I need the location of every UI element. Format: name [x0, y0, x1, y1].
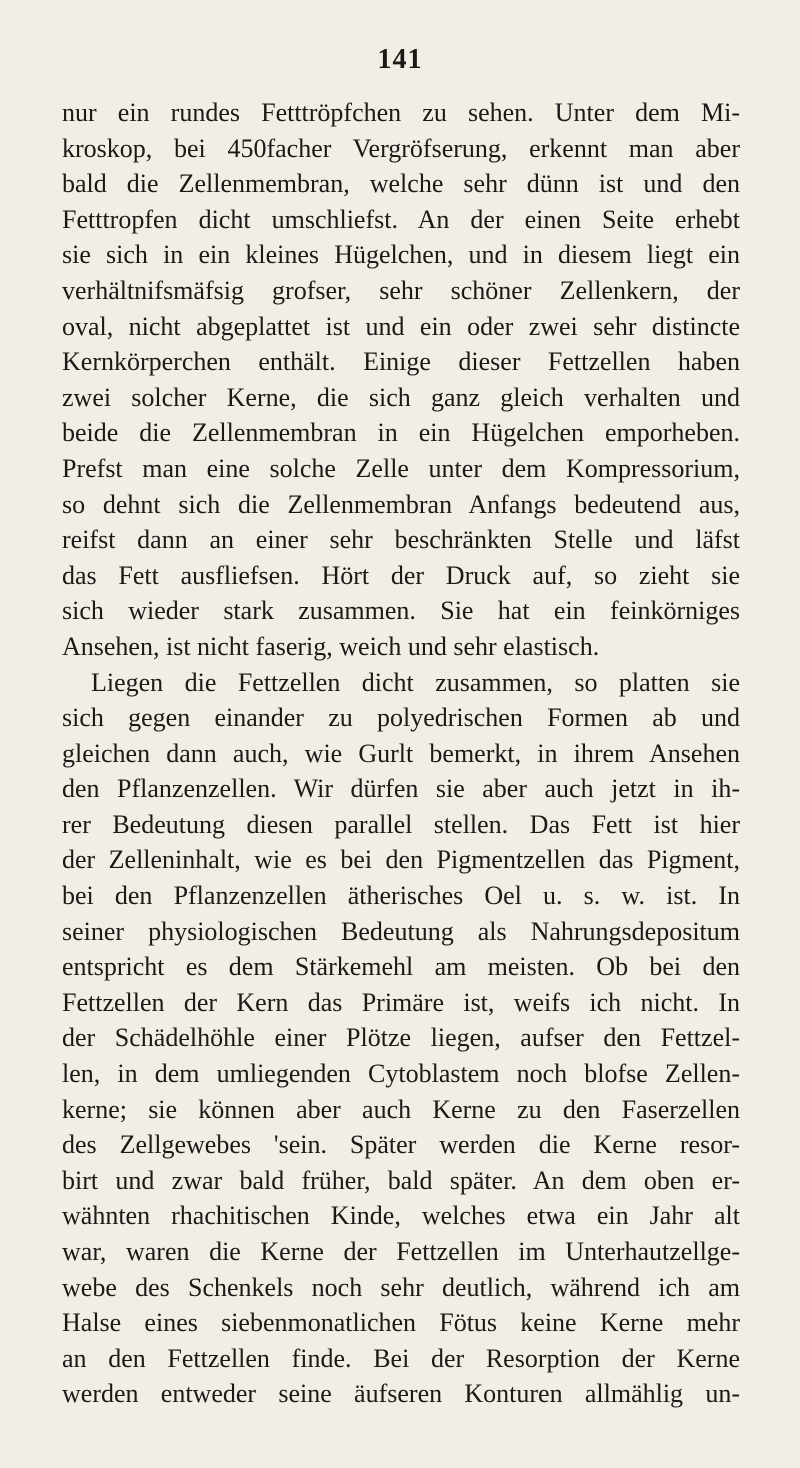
- text-line: birt und zwar bald früher, bald später. An dem oben er-: [62, 1165, 740, 1195]
- text-line: seiner physiologischen Bedeutung als Nahrungsdepositum: [62, 916, 740, 946]
- text-line: der Zelleninhalt, wie es bei den Pigmentzellen das Pigment,: [62, 845, 740, 875]
- body-text: [62, 95, 740, 1412]
- text-line: gleichen dann auch, wie Gurlt bemerkt, in ihrem Ansehen: [62, 738, 740, 768]
- text-line: bald die Zellenmembran, welche sehr dünn ist und den: [62, 169, 740, 199]
- text-line: len, in dem umliegenden Cytoblastem noch blofse Zellen-: [62, 1059, 740, 1089]
- text-line: zwei solcher Kerne, die sich ganz gleich verhalten und: [62, 382, 740, 412]
- text-line: an den Fettzellen finde. Bei der Resorption der Kerne: [62, 1343, 740, 1373]
- text-line: der Schädelhöhle einer Plötze liegen, aufser den Fettzel-: [62, 1023, 740, 1053]
- text-line: Ansehen, ist nicht faserig, weich und sehr elastisch.: [62, 631, 600, 661]
- text-line: des Zellgewebes 'sein. Später werden die Kerne resor-: [62, 1130, 740, 1160]
- text-line: reifst dann an einer sehr beschränkten Stelle und läfst: [62, 525, 740, 555]
- text-line: entspricht es dem Stärkemehl am meisten. Ob bei den: [62, 952, 740, 982]
- text-line: verhältnifsmäfsig grofser, sehr schöner Zellenkern, der: [62, 275, 740, 305]
- text-line: sie sich in ein kleines Hügelchen, und in diesem liegt ein: [62, 240, 740, 270]
- text-line: Halse eines siebenmonatlichen Fötus keine Kerne mehr: [62, 1308, 740, 1338]
- text-line: kerne; sie können aber auch Kerne zu den Faserzellen: [62, 1094, 740, 1124]
- text-line: Prefst man eine solche Zelle unter dem Kompressorium,: [62, 453, 740, 483]
- text-line: rer Bedeutung diesen parallel stellen. Das Fett ist hier: [62, 809, 740, 839]
- text-line: webe des Schenkels noch sehr deutlich, während ich am: [62, 1272, 740, 1302]
- text-line: sich wieder stark zusammen. Sie hat ein feinkörniges: [62, 596, 740, 626]
- text-line: den Pflanzenzellen. Wir dürfen sie aber auch jetzt in ih-: [62, 774, 740, 804]
- text-line: werden entweder seine äufseren Konturen allmählig un-: [62, 1379, 740, 1409]
- text-line: beide die Zellenmembran in ein Hügelchen emporheben.: [62, 418, 740, 448]
- text-line: Fetttropfen dicht umschliefst. An der einen Seite erhebt: [62, 204, 740, 234]
- text-line: nur ein rundes Fetttröpfchen zu sehen. Unter dem Mi-: [62, 98, 740, 127]
- text-line: oval, nicht abgeplattet ist und ein oder zwei sehr distincte: [62, 311, 740, 341]
- text-line: kroskop, bei 450facher Vergröfserung, erkennt man aber: [62, 133, 740, 163]
- text-line: bei den Pflanzenzellen ätherisches Oel u. s. w. ist. In: [62, 881, 740, 911]
- text-line: Kernkörperchen enthält. Einige dieser Fettzellen haben: [62, 347, 740, 377]
- text-line: so dehnt sich die Zellenmembran Anfangs bedeutend aus,: [62, 489, 740, 519]
- text-line: wähnten rhachitischen Kinde, welches etwa ein Jahr alt: [62, 1201, 740, 1231]
- text-line: Liegen die Fettzellen dicht zusammen, so platten sie: [91, 667, 740, 697]
- text-line: Fettzellen der Kern das Primäre ist, weifs ich nicht. In: [62, 987, 740, 1017]
- text-line: war, waren die Kerne der Fettzellen im Unterhautzellge-: [62, 1237, 740, 1266]
- page-number: 141: [377, 44, 423, 75]
- text-line: sich gegen einander zu polyedrischen Formen ab und: [62, 703, 740, 733]
- text-line: das Fett ausfliefsen. Hört der Druck auf, so zieht sie: [62, 560, 740, 590]
